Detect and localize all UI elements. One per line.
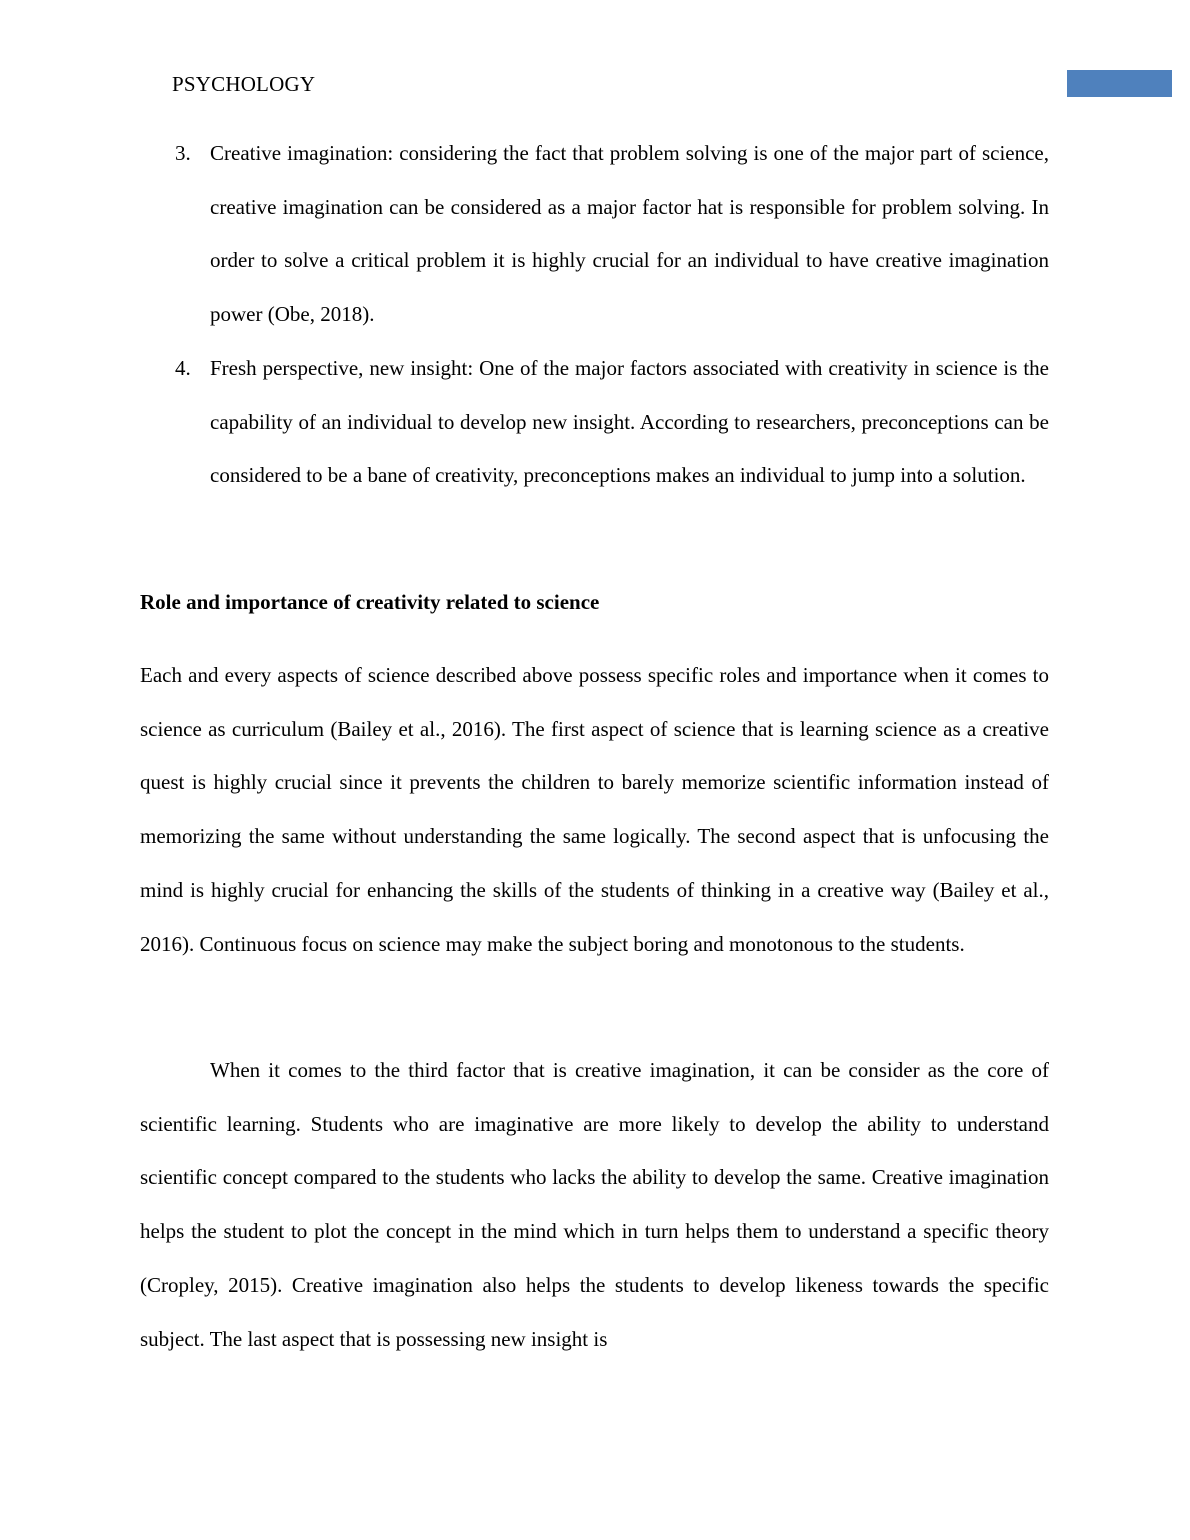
list-item <box>140 127 1049 342</box>
list-item <box>140 342 1049 503</box>
list-item-text: Fresh perspective, new insight: One of the major factors associated with creativity in science is the capability of an individual to develop new insight. According to researchers, preconceptions can be considered to be a bane of creativity, preconceptions makes an individual to jump into a solution. <box>210 355 1049 488</box>
body-paragraph: When it comes to the third factor that is creative imagination, it can be consider as the core of scientific learning. Students who are imaginative are more likely to develop the ability to understand scientific concept compared to the students who lacks the ability to develop the same. Creative imagination helps the student to plot the concept in the mind which in turn helps them to understand a specific theory (Cropley, 2015). Creative imagination also helps the students to develop likeness towards the specific subject. The last aspect that is possessing new insight is <box>140 1058 1049 1351</box>
list-item-number: 4. <box>175 355 191 380</box>
header-accent-bar <box>1067 70 1172 97</box>
running-head-title: PSYCHOLOGY <box>172 72 316 96</box>
list-item-number: 3. <box>175 141 191 165</box>
numbered-list <box>140 127 1049 503</box>
section-heading: Role and importance of creativity related to science <box>140 590 600 614</box>
list-item-text: Creative imagination: considering the fact that problem solving is one of the major part of science, creative imagination can be considered as a major factor hat is responsible for problem solving. In order to solve a critical problem it is highly crucial for an individual to have creative imagination power (Obe, 2018). <box>210 141 1049 327</box>
body-paragraph: Each and every aspects of science described above possess specific roles and importance when it comes to science as curriculum (Bailey et al., 2016). The first aspect of science that is learning science as a creative quest is highly crucial since it prevents the children to barely memorize scientific information instead of memorizing the same without understanding the same logically. The second aspect that is unfocusing the mind is highly crucial for enhancing the skills of the students of thinking in a creative way (Bailey et al., 2016). Continuous focus on science may make the subject boring and monotonous to the students. <box>140 663 1049 956</box>
